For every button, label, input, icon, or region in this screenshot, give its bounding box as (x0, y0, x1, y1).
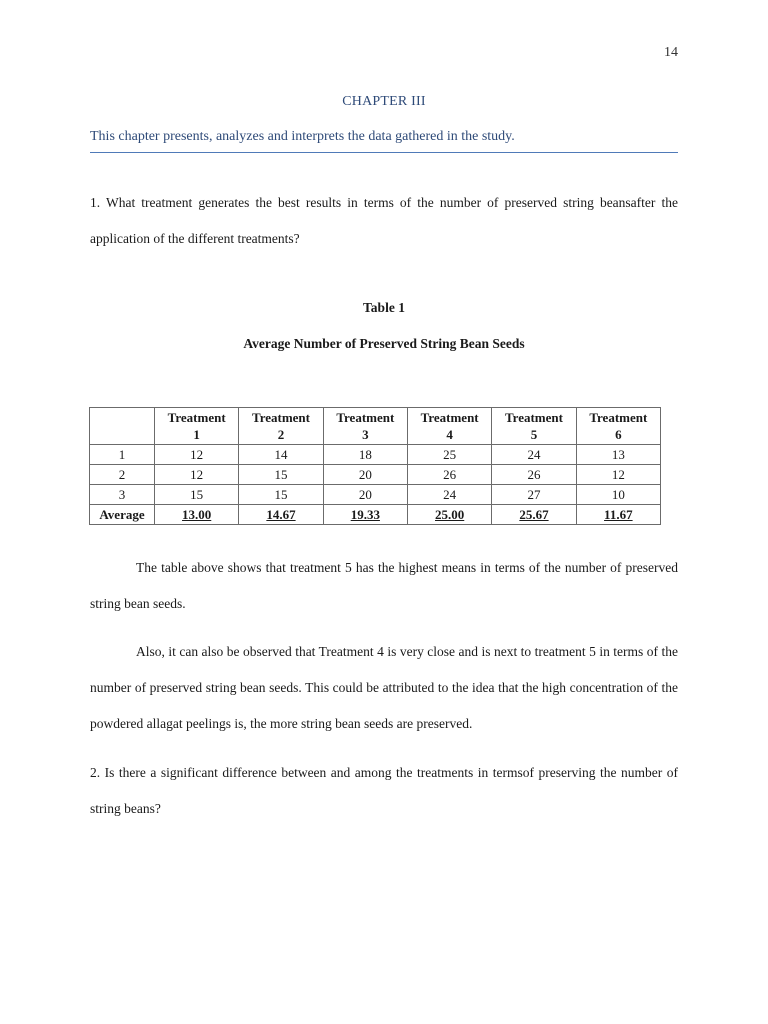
table-cell: 12 (155, 445, 239, 465)
table-cell: 14 (239, 445, 323, 465)
table-cell: 20 (323, 465, 407, 485)
chapter-heading: CHAPTER III (342, 94, 426, 109)
header-treatment-6: Treatment 6 (576, 408, 660, 445)
research-question-1: 1. What treatment generates the best results in terms of the number of preserved string beansafter the application of the different treatments? (90, 195, 678, 246)
chapter-subtitle: This chapter presents, analyzes and interprets the data gathered in the study. (90, 129, 678, 153)
row-label: 3 (90, 485, 155, 505)
header-treatment-3: Treatment 3 (323, 408, 407, 445)
table-cell: 13 (576, 445, 660, 465)
table-cell: 26 (407, 465, 491, 485)
research-question-2: 2. Is there a significant difference between and among the treatments in termsof preserving the number of string beans? (90, 765, 678, 816)
table-label: Table 1 (363, 300, 405, 315)
table-header-row (90, 408, 661, 445)
average-cell: 14.67 (239, 505, 323, 525)
table-cell: 24 (492, 445, 576, 465)
header-treatment-5: Treatment 5 (492, 408, 576, 445)
table-title: Average Number of Preserved String Bean Seeds (243, 336, 525, 351)
table-cell: 12 (155, 465, 239, 485)
row-label: 1 (90, 445, 155, 465)
table-cell: 24 (407, 485, 491, 505)
table-cell: 27 (492, 485, 576, 505)
table-cell: 25 (407, 445, 491, 465)
average-cell: 25.00 (407, 505, 491, 525)
table-cell: 10 (576, 485, 660, 505)
table-cell: 15 (239, 465, 323, 485)
table-cell: 18 (323, 445, 407, 465)
table-cell: 15 (155, 485, 239, 505)
header-treatment-1: Treatment 1 (155, 408, 239, 445)
average-label: Average (90, 505, 155, 525)
header-treatment-4: Treatment 4 (407, 408, 491, 445)
paragraph-treatment-4: Also, it can also be observed that Treatment 4 is very close and is next to treatment 5 in terms of the number of preserved string bean seeds. This could be attributed to the idea that the high concentration of the powdered allagat peelings is, the more string bean seeds are preserved. (90, 644, 678, 731)
average-cell: 25.67 (492, 505, 576, 525)
paragraph-highest-mean: The table above shows that treatment 5 has the highest means in terms of the number of preserved string bean seeds. (90, 560, 678, 611)
table-row (90, 465, 661, 485)
row-label: 2 (90, 465, 155, 485)
average-row (90, 505, 661, 525)
table-cell: 26 (492, 465, 576, 485)
table-row (90, 445, 661, 465)
header-treatment-2: Treatment 2 (239, 408, 323, 445)
average-cell: 11.67 (576, 505, 660, 525)
page-number: 14 (664, 45, 678, 60)
average-cell: 19.33 (323, 505, 407, 525)
treatment-table (89, 407, 661, 525)
table-row (90, 485, 661, 505)
average-cell: 13.00 (155, 505, 239, 525)
table-cell: 20 (323, 485, 407, 505)
table-cell: 12 (576, 465, 660, 485)
table-cell: 15 (239, 485, 323, 505)
table-corner-cell (90, 408, 155, 445)
